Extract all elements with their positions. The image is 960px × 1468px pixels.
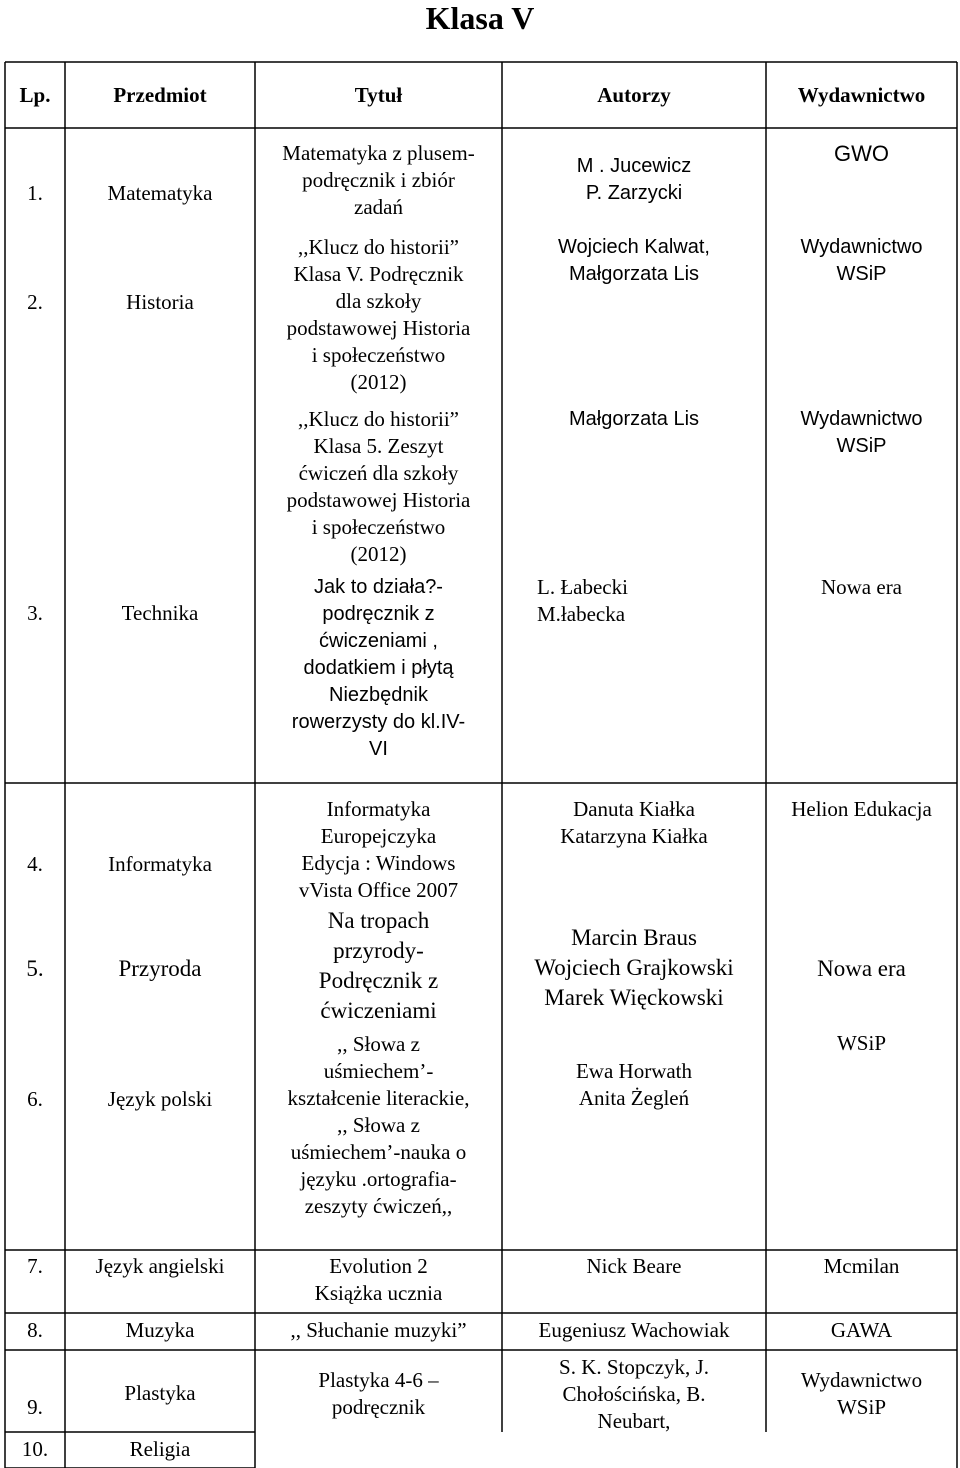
row9-publisher: Wydawnictwo WSiP bbox=[800, 1368, 923, 1419]
row8-publisher: GAWA bbox=[830, 1318, 893, 1342]
row9-lp: 9. bbox=[27, 1395, 43, 1419]
row3-publisher: Nowa era bbox=[820, 575, 903, 599]
row2-authors: Wojciech Kalwat, Małgorzata Lis bbox=[558, 236, 710, 285]
header-title: Tytuł bbox=[354, 83, 403, 107]
row7-lp: 7. bbox=[27, 1254, 43, 1278]
header-lp: Lp. bbox=[19, 83, 51, 107]
row6-publisher: WSiP bbox=[836, 1031, 886, 1055]
row2-publisher: Wydawnictwo WSiP bbox=[800, 236, 923, 285]
header-subject: Przedmiot bbox=[113, 83, 207, 107]
page-title: Klasa V bbox=[425, 0, 535, 36]
row3-title: Jak to działa?- podręcznik z ćwiczeniami , dodatkiem i płytą Niezbędnik rowerzysty do kl.IV- VI bbox=[291, 576, 466, 760]
row8-title: ,, Słuchanie muzyki” bbox=[290, 1318, 467, 1342]
row7-authors: Nick Beare bbox=[586, 1254, 682, 1278]
row5-title: Na tropach przyrody- Podręcznik z ćwiczeniami bbox=[318, 908, 439, 1023]
row9-subject: Plastyka bbox=[124, 1381, 196, 1405]
row5-lp: 5. bbox=[26, 956, 44, 981]
row4-subject: Informatyka bbox=[108, 852, 212, 876]
row4-authors: Danuta Kiałka Katarzyna Kiałka bbox=[560, 797, 708, 848]
row1-subject: Matematyka bbox=[107, 181, 213, 205]
row1-lp: 1. bbox=[27, 181, 43, 205]
row2-lp: 2. bbox=[27, 290, 43, 314]
header-publisher: Wydawnictwo bbox=[797, 83, 926, 107]
row7-title: Evolution 2 Książka ucznia bbox=[314, 1254, 443, 1305]
row4-publisher: Helion Edukacja bbox=[791, 797, 932, 821]
row5-authors: Marcin Braus Wojciech Grajkowski Marek Więckowski bbox=[534, 925, 734, 1010]
row4-lp: 4. bbox=[27, 852, 43, 876]
row3-subject: Technika bbox=[121, 601, 199, 625]
row8-authors: Eugeniusz Wachowiak bbox=[538, 1318, 730, 1342]
row6-authors: Ewa Horwath Anita Żegleń bbox=[575, 1059, 693, 1110]
row7-subject: Język angielski bbox=[95, 1254, 225, 1278]
row2-subject: Historia bbox=[126, 290, 194, 314]
row10-lp: 10. bbox=[21, 1437, 49, 1461]
row2-title-workbook: ,,Klucz do historii” Klasa 5. Zeszyt ćwiczeń dla szkoły podstawowej Historia i społeczeństwo (2012) bbox=[286, 407, 471, 566]
row4-title: Informatyka Europejczyka Edycja : Windows vVista Office 2007 bbox=[298, 797, 459, 902]
row1-title: Matematyka z plusem- podręcznik i zbiór zadań bbox=[282, 141, 475, 219]
row8-lp: 8. bbox=[27, 1318, 43, 1342]
row2-authors-workbook: Małgorzata Lis bbox=[568, 408, 700, 430]
row9-authors: S. K. Stopczyk, J. Chołościńska, B. Neubart, bbox=[559, 1355, 709, 1433]
row9-title: Plastyka 4-6 – podręcznik bbox=[318, 1368, 439, 1419]
row5-subject: Przyroda bbox=[118, 956, 202, 981]
row5-publisher: Nowa era bbox=[817, 956, 906, 981]
row6-lp: 6. bbox=[27, 1087, 43, 1111]
row1-publisher: GWO bbox=[834, 141, 889, 166]
row3-lp: 3. bbox=[27, 601, 43, 625]
row8-subject: Muzyka bbox=[125, 1318, 195, 1342]
row2-publisher-workbook: Wydawnictwo WSiP bbox=[800, 408, 923, 457]
row1-authors: M . Jucewicz P. Zarzycki bbox=[576, 155, 692, 204]
row3-authors: L. Łabecki M.łabecka bbox=[537, 575, 628, 626]
row6-subject: Język polski bbox=[107, 1087, 213, 1111]
row10-subject: Religia bbox=[129, 1437, 191, 1461]
row2-title: ,,Klucz do historii” Klasa V. Podręcznik dla szkoły podstawowej Historia i społeczeństwo (2012) bbox=[286, 235, 471, 394]
row7-publisher: Mcmilan bbox=[823, 1254, 900, 1278]
row6-title: ,, Słowa z uśmiechem’- kształcenie literackie, ,, Słowa z uśmiechem’-nauka o języku .ortografia- zeszyty ćwiczeń,, bbox=[287, 1032, 470, 1218]
header-authors: Autorzy bbox=[597, 83, 671, 107]
